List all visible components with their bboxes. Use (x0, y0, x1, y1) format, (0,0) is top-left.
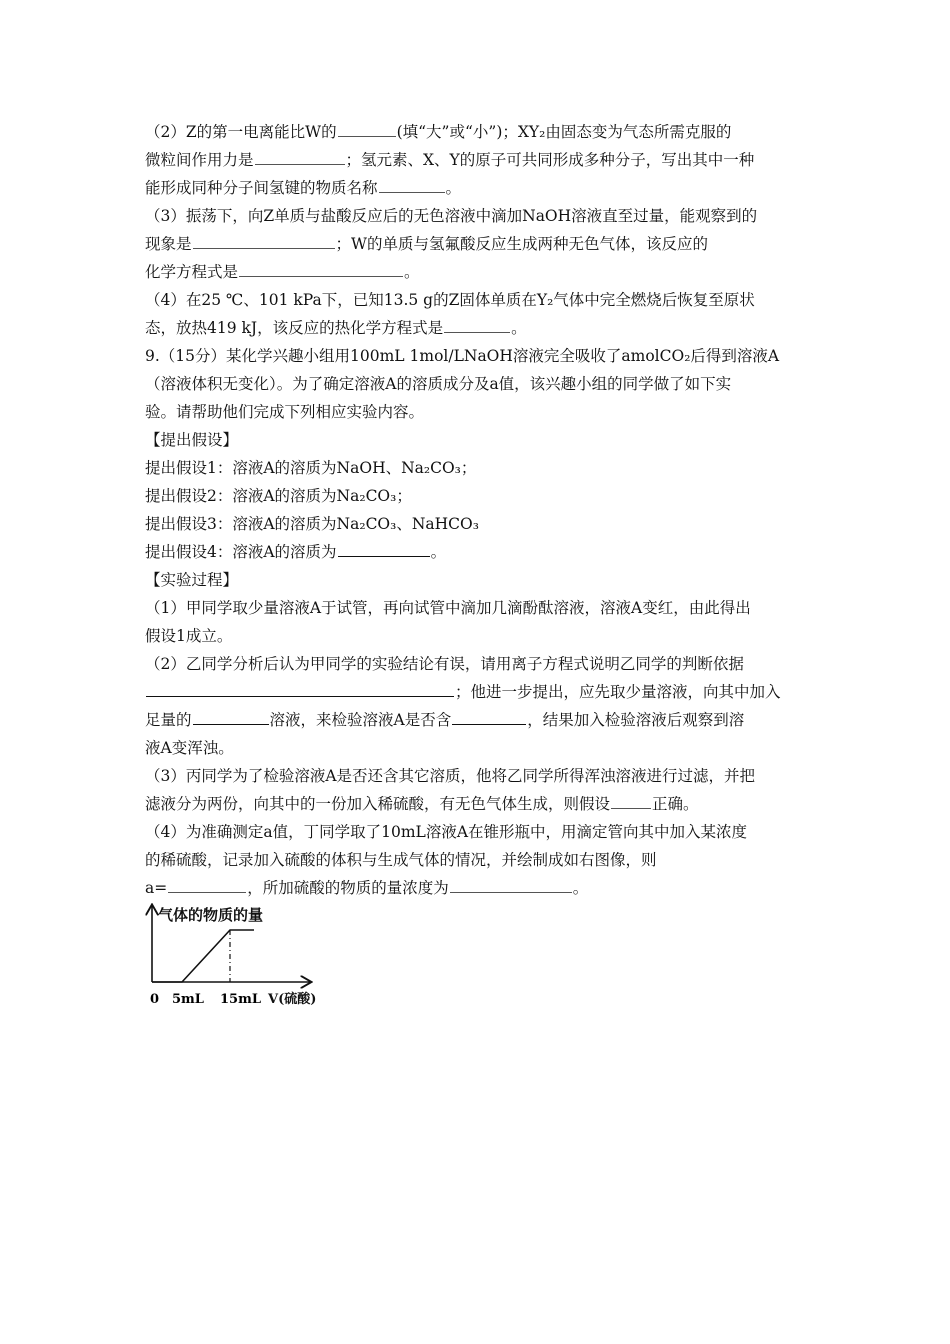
answer-blank[interactable] (450, 878, 572, 893)
q9-line2: （溶液体积无变化）。为了确定溶液A的溶质成分及a值，该兴趣小组的同学做了如下实 (145, 375, 732, 393)
step2-line1: （2）乙同学分析后认为甲同学的实验结论有误，请用离子方程式说明乙同学的判断依据 (145, 655, 744, 673)
answer-blank[interactable] (146, 682, 454, 697)
answer-blank[interactable] (444, 318, 510, 333)
hypothesis-1: 提出假设1：溶液A的溶质为NaOH、Na₂CO₃； (145, 459, 477, 477)
process-heading: 【实验过程】 (145, 571, 239, 589)
hypothesis-heading: 【提出假设】 (145, 431, 239, 449)
step3-line1: （3）丙同学为了检验溶液A是否还含其它溶质，他将乙同学所得浑浊溶液进行过滤，并把 (145, 767, 756, 785)
q8-part3-line3: 化学方程式是 。 (145, 263, 420, 281)
x-tick-label: 5mL (172, 992, 204, 1007)
answer-blank[interactable] (611, 794, 651, 809)
step4-line3: a= ，所加硫酸的物质的量浓度为 。 (145, 879, 589, 897)
q9-line1: 9.（15分）某化学兴趣小组用100mL 1mol/LNaOH溶液完全吸收了amolCO₂后得到溶液A (145, 347, 780, 365)
q8-part3-line2: 现象是 ；W的单质与氢氟酸反应生成两种无色气体，该反应的 (145, 235, 708, 253)
y-axis-label: 气体的物质的量 (158, 906, 264, 924)
step2-line3: 足量的 溶液，来检验溶液A是否含 ，结果加入检验溶液后观察到溶 (145, 711, 745, 729)
answer-blank[interactable] (193, 234, 335, 249)
step2-line4: 液A变浑浊。 (145, 739, 234, 757)
series-line (152, 930, 254, 982)
q8-part2-line1: （2）Z的第一电离能比W的 (填“大”或“小”)；XY₂由固态变为气态所需克服的 (145, 123, 732, 141)
step4-line1: （4）为准确测定a值，丁同学取了10mL溶液A在锥形瓶中，用滴定管向其中加入某浓度 (145, 823, 748, 841)
answer-blank[interactable] (255, 150, 345, 165)
q8-part4-line1: （4）在25 ℃、101 kPa下，已知13.5 g的Z固体单质在Y₂气体中完全燃烧后恢复至原状 (145, 291, 755, 309)
step1-line1: （1）甲同学取少量溶液A于试管，再向试管中滴加几滴酚酞溶液，溶液A变红，由此得出 (145, 599, 751, 617)
step4-line2: 的稀硫酸，记录加入硫酸的体积与生成气体的情况，并绘制成如右图像，则 (145, 851, 657, 869)
step3-line2: 滤液分为两份，向其中的一份加入稀硫酸，有无色气体生成，则假设 正确。 (145, 795, 699, 813)
x-tick-label: 0 (150, 992, 160, 1007)
hypothesis-4: 提出假设4：溶液A的溶质为 。 (145, 543, 447, 561)
q8-part3-line1: （3）振荡下，向Z单质与盐酸反应后的无色溶液中滴加NaOH溶液直至过量，能观察到的 (145, 207, 758, 225)
step1-line2: 假设1成立。 (145, 627, 233, 645)
hypothesis-3: 提出假设3：溶液A的溶质为Na₂CO₃、NaHCO₃ (145, 515, 479, 533)
q9-line3: 验。请帮助他们完成下列相应实验内容。 (145, 403, 425, 421)
q8-part2-line3: 能形成同种分子间氢键的物质名称 。 (145, 179, 462, 197)
answer-blank[interactable] (193, 710, 269, 725)
answer-blank[interactable] (379, 178, 445, 193)
q8-part2-line2: 微粒间作用力是 ；氢元素、X、Y的原子可共同形成多种分子，写出其中一种 (145, 151, 755, 169)
answer-blank[interactable] (239, 262, 403, 277)
answer-blank[interactable] (452, 710, 526, 725)
answer-blank[interactable] (338, 542, 430, 557)
x-axis-label: V(硫酸) (268, 992, 317, 1007)
gas-volume-chart (140, 900, 330, 1010)
answer-blank[interactable] (168, 878, 246, 893)
q8-part4-line2: 态，放热419 kJ，该反应的热化学方程式是 。 (145, 319, 527, 337)
step2-line2: ；他进一步提出，应先取少量溶液，向其中加入 (145, 682, 781, 702)
hypothesis-2: 提出假设2：溶液A的溶质为Na₂CO₃； (145, 487, 412, 505)
answer-blank[interactable] (338, 122, 396, 137)
x-tick-label: 15mL (220, 992, 261, 1007)
